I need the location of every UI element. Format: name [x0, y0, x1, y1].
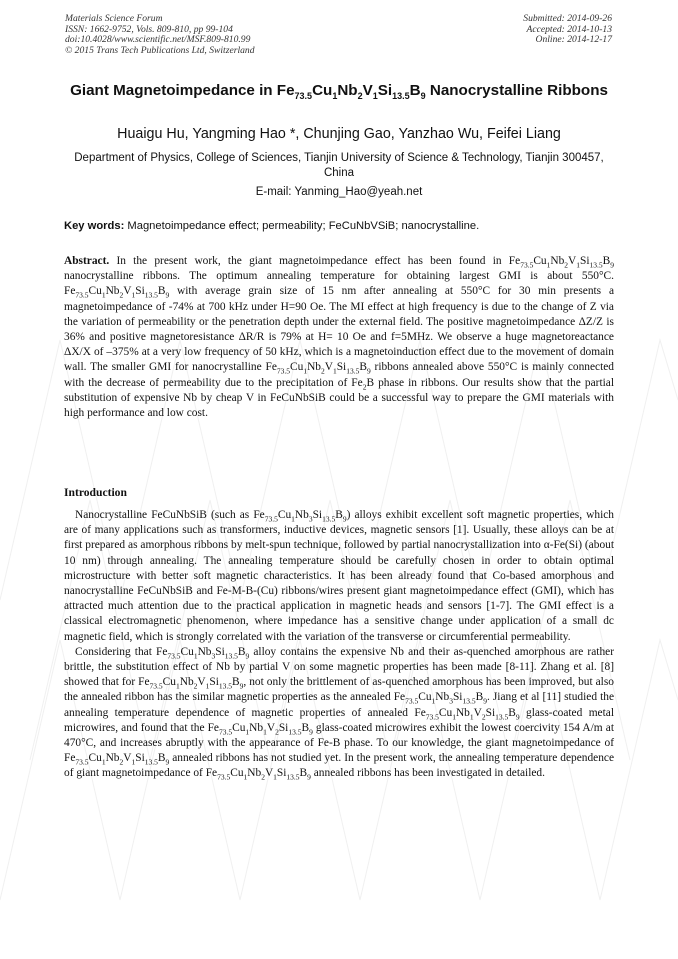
keywords-label: Key words: [64, 220, 125, 232]
affiliation: Department of Physics, College of Sciences, Tianjin University of Science & Technology, Tianjin 300457, China [74, 152, 604, 179]
paper-title: Giant Magnetoimpedance in $Fe_{73.5}Cu_1Nb_2V_1Si_{13.5}B_9$ Nanocrystalline Ribbons [70, 82, 608, 102]
keywords-text: Magnetoimpedance effect; permeability; FeCuNbVSiB; nanocrystalline. [124, 220, 480, 232]
introduction-body [64, 508, 614, 782]
paragraph: Considering that $Fe_{73.5}Cu_1Nb_3Si_{13.5}B_9$ alloy contains the expensive Nb and their as-quenched amorphous are rather brittle, the substitution effect of Nb by partial V on some magnetic properties has been made [8-11]. Zhang et al. [8] showed that for $Fe_{73.5}Cu_1Nb_2V_1Si_{13.5}B_9$, not only the brittlement of as-quenched amorphous has been improved, but also the annealed ribbon has the similar magnetic properties as the annealed $Fe_{73.5}Cu_1Nb_3Si_{13.5}B_9$. Jiang et al [11] studied the annealing temperature dependence of magnetic properties of annealed $Fe_{73.5}Cu_1Nb_1V_2Si_{13.5}B_9$ glass-coated metal microwires, and found that the $Fe_{73.5}Cu_1Nb_1V_2Si_{13.5}B_9$ glass-coated microwires exhibit the lowest coercivity 154 A/m at 470°C, and increases abruptly with the appearance of Fe-B phase. To our knowledge, the giant magnetoimpedance of $Fe_{73.5}Cu_1Nb_2V_1Si_{13.5}B_9$ annealed ribbons has not studied yet. In the present work, the annealing temperature dependence of giant magnetoimpedance of $Fe_{73.5}Cu_1Nb_2V_1Si_{13.5}B_9$ annealed ribbons has been investigated in detailed. [64, 645, 615, 782]
keywords [64, 220, 614, 232]
issn: ISSN: 1662-9752, Vols. 809-810, pp 99-104 [65, 23, 233, 35]
dates-header [523, 14, 612, 46]
journal-header [65, 14, 255, 56]
copyright: © 2015 Trans Tech Publications Ltd, Switzerland [65, 44, 255, 56]
journal-name: Materials Science Forum [65, 13, 163, 24]
abstract-label: Abstract. [64, 255, 110, 267]
accepted-date: Accepted: 2014-10-13 [526, 23, 612, 35]
section-heading-introduction: Introduction [64, 486, 127, 499]
doi: doi:10.4028/www.scientific.net/MSF.809-810.99 [65, 34, 251, 46]
abstract: Abstract. In the present work, the giant magnetoimpedance effect has been found in $Fe_{73.5}Cu_1Nb_2V_1Si_{13.5}B_9$ nanocrystalline ribbons. The optimum annealing temperature for obtaining largest GMI is about 550°C. $Fe_{73.5}Cu_1Nb_2V_1Si_{13.5}B_9$ with average grain size of 15 nm after annealing at 550°C for 30 min presents a magnetoimpedance of -74% at 700 kHz under H=90 Oe. The MI effect at high frequency is due to the change of Z via the variation of permeability or the penetration depth under the external field. The positive magnetoimpedance ΔZ/Z is 36% and positive magnetoresistance ΔR/R is 79% at H= 10 Oe and f=5MHz. We observe a huge magnetoreactance ΔX/X of –375% at a very low frequency of 50 kHz, which is a magnetoinduction effect due to the movement of domain wall. The smaller GMI for nanocrystalline $Fe_{73.5}Cu_1Nb_2V_1Si_{13.5}B_9$ ribbons annealed above 550°C is mainly connected with the decrease of permeability due to the precipitation of $Fe_2B$ phase in ribbons. Our results show that the partial substitution of expensive Nb by cheap V in FeCuNbSiB could be a successful way to prepare the GMI materials with high performance and low cost. [64, 255, 615, 420]
online-date: Online: 2014-12-17 [535, 34, 612, 46]
submitted-date: Submitted: 2014-09-26 [523, 13, 612, 24]
email: E-mail: Yanming_Hao@yeah.net [255, 186, 423, 198]
authors: Huaigu Hu, Yangming Hao *, Chunjing Gao, Yanzhao Wu, Feifei Liang [117, 126, 561, 142]
paragraph: Nanocrystalline FeCuNbSiB (such as $Fe_{73.5}Cu_1Nb_3Si_{13.5}B_9$) alloys exhibit excellent soft magnetic properties, which are of many applications such as transformers, inductive devices, magnetic sensors [1]. Usually, these alloys can be at first prepared as amorphous ribbons by melt-spun technique, followed by partial nanocrystallization into α-Fe(Si) (about 10 nm) through annealing. The annealing temperature should be carefully chosen in order to obtain optimal microstructure with better soft magnetic characteristics. It has been already found that Co-based amorphous and nanocrystalline FeCuNbSiB and Fe-M-B-(Cu) ribbons/wires present giant magnetoimpedance effect (GMI), which has attracted much attention due to the practical application in magnetic heads and sensors [1-7]. The GMI effect is a classical electromagnetic phenomenon, where impedance has a sensitive change under application of a small dc magnetic field, which is strongly correlated with the variation of the transverse or circumferential permeability. [64, 509, 614, 643]
